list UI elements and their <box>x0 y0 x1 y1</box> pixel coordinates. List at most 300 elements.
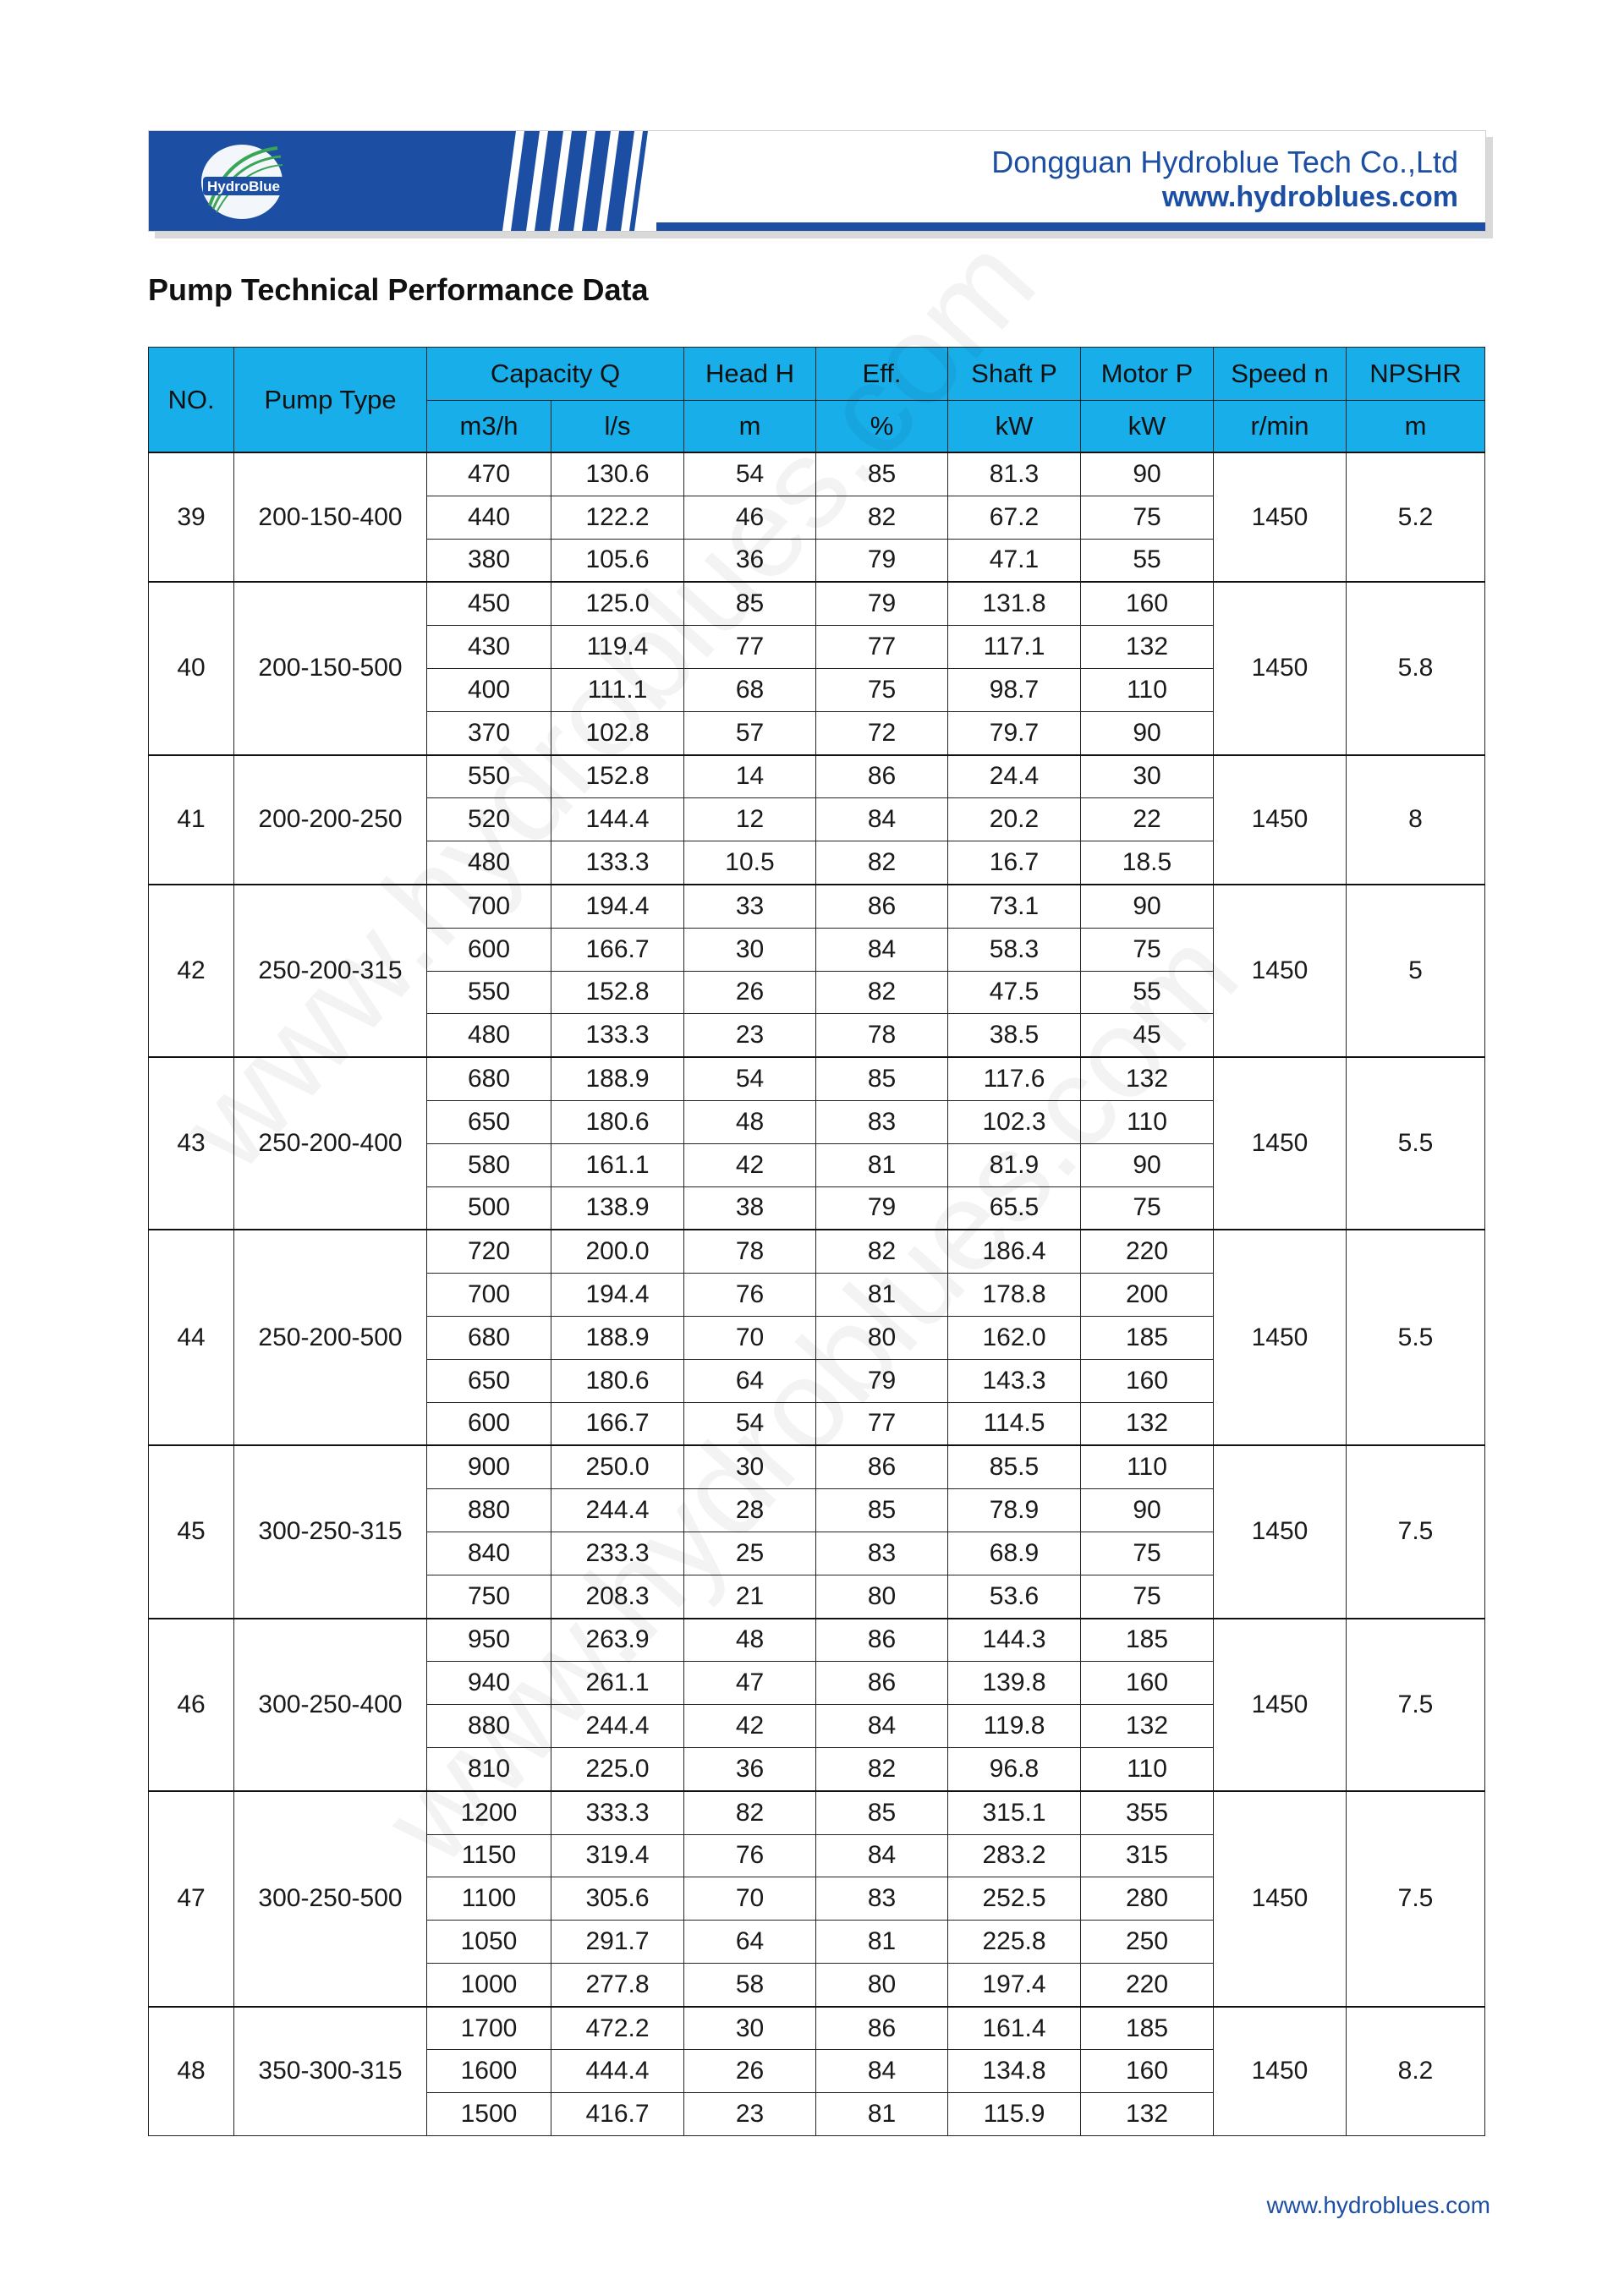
cell-eff: 81 <box>816 1921 948 1964</box>
cell-head: 14 <box>684 755 816 798</box>
banner-bottom-bar <box>656 222 1485 231</box>
cell-head: 76 <box>684 1274 816 1317</box>
cell-eff: 85 <box>816 1791 948 1834</box>
cell-capacity-m3h: 700 <box>427 1274 551 1317</box>
cell-head: 48 <box>684 1100 816 1143</box>
cell-pump-type: 300-250-400 <box>234 1619 427 1791</box>
cell-pump-type: 300-250-500 <box>234 1791 427 2007</box>
cell-speed: 1450 <box>1214 1445 1347 1618</box>
cell-capacity-ls: 138.9 <box>551 1186 684 1230</box>
cell-head: 30 <box>684 1445 816 1488</box>
company-name: Dongguan Hydroblue Tech Co.,Ltd <box>991 145 1458 179</box>
header-npshr: NPSHR <box>1347 348 1485 401</box>
cell-capacity-ls: 291.7 <box>551 1921 684 1964</box>
cell-motor-power: 220 <box>1081 1230 1214 1273</box>
cell-capacity-m3h: 1150 <box>427 1834 551 1877</box>
cell-motor-power: 160 <box>1081 582 1214 625</box>
cell-motor-power: 22 <box>1081 798 1214 841</box>
cell-capacity-m3h: 1500 <box>427 2093 551 2136</box>
cell-head: 54 <box>684 1402 816 1445</box>
unit-capacity-m3h: m3/h <box>427 401 551 453</box>
cell-capacity-m3h: 500 <box>427 1186 551 1230</box>
cell-head: 48 <box>684 1619 816 1662</box>
cell-shaft-power: 134.8 <box>948 2050 1081 2093</box>
cell-motor-power: 110 <box>1081 668 1214 711</box>
cell-eff: 82 <box>816 971 948 1014</box>
cell-eff: 84 <box>816 798 948 841</box>
cell-shaft-power: 252.5 <box>948 1877 1081 1921</box>
cell-motor-power: 132 <box>1081 1705 1214 1748</box>
cell-no: 47 <box>149 1791 234 2007</box>
cell-shaft-power: 38.5 <box>948 1014 1081 1057</box>
cell-shaft-power: 47.1 <box>948 539 1081 582</box>
cell-head: 36 <box>684 539 816 582</box>
cell-shaft-power: 114.5 <box>948 1402 1081 1445</box>
cell-eff: 81 <box>816 2093 948 2136</box>
cell-capacity-m3h: 650 <box>427 1359 551 1402</box>
cell-capacity-m3h: 950 <box>427 1619 551 1662</box>
cell-head: 33 <box>684 885 816 928</box>
cell-head: 23 <box>684 1014 816 1057</box>
cell-capacity-ls: 188.9 <box>551 1057 684 1100</box>
cell-capacity-ls: 244.4 <box>551 1705 684 1748</box>
header-capacity: Capacity Q <box>427 348 684 401</box>
cell-head: 46 <box>684 496 816 539</box>
cell-capacity-m3h: 1600 <box>427 2050 551 2093</box>
table-row <box>149 1619 1485 1662</box>
logo-text: HydroBlue <box>207 178 280 195</box>
cell-head: 82 <box>684 1791 816 1834</box>
cell-shaft-power: 131.8 <box>948 582 1081 625</box>
cell-shaft-power: 96.8 <box>948 1747 1081 1790</box>
cell-shaft-power: 315.1 <box>948 1791 1081 1834</box>
cell-npshr: 5 <box>1347 885 1485 1057</box>
cell-head: 36 <box>684 1747 816 1790</box>
cell-head: 57 <box>684 711 816 754</box>
cell-capacity-ls: 133.3 <box>551 1014 684 1057</box>
cell-eff: 83 <box>816 1532 948 1575</box>
cell-eff: 86 <box>816 885 948 928</box>
cell-npshr: 8.2 <box>1347 2007 1485 2136</box>
cell-capacity-ls: 305.6 <box>551 1877 684 1921</box>
cell-eff: 79 <box>816 539 948 582</box>
cell-motor-power: 110 <box>1081 1100 1214 1143</box>
cell-capacity-m3h: 1000 <box>427 1963 551 2006</box>
cell-motor-power: 75 <box>1081 496 1214 539</box>
cell-speed: 1450 <box>1214 452 1347 582</box>
cell-eff: 86 <box>816 1619 948 1662</box>
cell-capacity-ls: 111.1 <box>551 668 684 711</box>
cell-capacity-ls: 105.6 <box>551 539 684 582</box>
unit-shaft: kW <box>948 401 1081 453</box>
cell-capacity-ls: 263.9 <box>551 1619 684 1662</box>
banner-stripes <box>496 131 800 231</box>
cell-capacity-ls: 333.3 <box>551 1791 684 1834</box>
cell-eff: 78 <box>816 1014 948 1057</box>
cell-capacity-m3h: 430 <box>427 626 551 669</box>
cell-shaft-power: 139.8 <box>948 1662 1081 1705</box>
performance-table <box>148 347 1485 2136</box>
cell-eff: 80 <box>816 1963 948 2006</box>
header-eff: Eff. <box>816 348 948 401</box>
cell-capacity-ls: 166.7 <box>551 928 684 971</box>
cell-capacity-m3h: 370 <box>427 711 551 754</box>
cell-eff: 85 <box>816 1489 948 1532</box>
cell-motor-power: 55 <box>1081 539 1214 582</box>
cell-npshr: 5.5 <box>1347 1057 1485 1230</box>
cell-speed: 1450 <box>1214 582 1347 754</box>
cell-eff: 84 <box>816 1705 948 1748</box>
cell-npshr: 7.5 <box>1347 1445 1485 1618</box>
cell-capacity-ls: 194.4 <box>551 1274 684 1317</box>
cell-capacity-ls: 119.4 <box>551 626 684 669</box>
cell-capacity-m3h: 880 <box>427 1489 551 1532</box>
company-block <box>991 145 1458 214</box>
cell-shaft-power: 16.7 <box>948 841 1081 885</box>
cell-capacity-m3h: 550 <box>427 971 551 1014</box>
cell-motor-power: 160 <box>1081 1662 1214 1705</box>
cell-eff: 77 <box>816 626 948 669</box>
cell-capacity-ls: 161.1 <box>551 1143 684 1186</box>
cell-motor-power: 75 <box>1081 1532 1214 1575</box>
company-website[interactable]: www.hydroblues.com <box>1161 181 1458 213</box>
cell-capacity-m3h: 600 <box>427 1402 551 1445</box>
cell-motor-power: 355 <box>1081 1791 1214 1834</box>
cell-eff: 77 <box>816 1402 948 1445</box>
cell-capacity-m3h: 550 <box>427 755 551 798</box>
cell-shaft-power: 98.7 <box>948 668 1081 711</box>
cell-head: 26 <box>684 2050 816 2093</box>
cell-capacity-ls: 166.7 <box>551 1402 684 1445</box>
cell-capacity-ls: 472.2 <box>551 2007 684 2050</box>
cell-npshr: 5.8 <box>1347 582 1485 754</box>
header-shaft: Shaft P <box>948 348 1081 401</box>
cell-shaft-power: 68.9 <box>948 1532 1081 1575</box>
cell-eff: 80 <box>816 1316 948 1359</box>
cell-shaft-power: 143.3 <box>948 1359 1081 1402</box>
header-head: Head H <box>684 348 816 401</box>
header-motor: Motor P <box>1081 348 1214 401</box>
cell-capacity-m3h: 700 <box>427 885 551 928</box>
cell-capacity-m3h: 480 <box>427 1014 551 1057</box>
cell-motor-power: 160 <box>1081 1359 1214 1402</box>
cell-eff: 79 <box>816 1359 948 1402</box>
cell-motor-power: 132 <box>1081 2093 1214 2136</box>
cell-head: 76 <box>684 1834 816 1877</box>
cell-eff: 80 <box>816 1575 948 1618</box>
cell-no: 48 <box>149 2007 234 2136</box>
cell-capacity-ls: 130.6 <box>551 452 684 496</box>
footer-website[interactable]: www.hydroblues.com <box>1266 2192 1490 2218</box>
cell-capacity-m3h: 840 <box>427 1532 551 1575</box>
cell-motor-power: 75 <box>1081 928 1214 971</box>
cell-capacity-ls: 122.2 <box>551 496 684 539</box>
cell-shaft-power: 283.2 <box>948 1834 1081 1877</box>
cell-motor-power: 110 <box>1081 1445 1214 1488</box>
cell-eff: 81 <box>816 1143 948 1186</box>
cell-no: 42 <box>149 885 234 1057</box>
cell-pump-type: 350-300-315 <box>234 2007 427 2136</box>
cell-motor-power: 90 <box>1081 885 1214 928</box>
cell-capacity-m3h: 940 <box>427 1662 551 1705</box>
cell-no: 40 <box>149 582 234 754</box>
cell-speed: 1450 <box>1214 1791 1347 2007</box>
cell-head: 47 <box>684 1662 816 1705</box>
cell-motor-power: 220 <box>1081 1963 1214 2006</box>
cell-capacity-m3h: 580 <box>427 1143 551 1186</box>
cell-head: 26 <box>684 971 816 1014</box>
cell-head: 70 <box>684 1877 816 1921</box>
cell-capacity-ls: 261.1 <box>551 1662 684 1705</box>
cell-capacity-ls: 125.0 <box>551 582 684 625</box>
cell-capacity-m3h: 810 <box>427 1747 551 1790</box>
cell-capacity-ls: 416.7 <box>551 2093 684 2136</box>
cell-eff: 84 <box>816 2050 948 2093</box>
cell-head: 54 <box>684 1057 816 1100</box>
cell-pump-type: 200-150-400 <box>234 452 427 582</box>
cell-motor-power: 90 <box>1081 1143 1214 1186</box>
cell-head: 78 <box>684 1230 816 1273</box>
performance-table-wrapper <box>148 347 1484 2136</box>
cell-motor-power: 185 <box>1081 1316 1214 1359</box>
cell-head: 64 <box>684 1921 816 1964</box>
cell-eff: 85 <box>816 1057 948 1100</box>
cell-pump-type: 200-150-500 <box>234 582 427 754</box>
table-row <box>149 1445 1485 1488</box>
table-row <box>149 2007 1485 2050</box>
cell-head: 12 <box>684 798 816 841</box>
cell-pump-type: 300-250-315 <box>234 1445 427 1618</box>
cell-motor-power: 315 <box>1081 1834 1214 1877</box>
cell-capacity-ls: 277.8 <box>551 1963 684 2006</box>
cell-eff: 86 <box>816 2007 948 2050</box>
cell-eff: 82 <box>816 1747 948 1790</box>
cell-head: 23 <box>684 2093 816 2136</box>
cell-motor-power: 75 <box>1081 1575 1214 1618</box>
cell-eff: 79 <box>816 582 948 625</box>
cell-head: 38 <box>684 1186 816 1230</box>
cell-capacity-ls: 152.8 <box>551 971 684 1014</box>
table-row <box>149 755 1485 798</box>
cell-capacity-m3h: 450 <box>427 582 551 625</box>
cell-capacity-m3h: 650 <box>427 1100 551 1143</box>
cell-eff: 84 <box>816 1834 948 1877</box>
cell-head: 77 <box>684 626 816 669</box>
cell-shaft-power: 178.8 <box>948 1274 1081 1317</box>
table-body <box>149 452 1485 2136</box>
cell-motor-power: 45 <box>1081 1014 1214 1057</box>
unit-head: m <box>684 401 816 453</box>
cell-capacity-m3h: 680 <box>427 1057 551 1100</box>
cell-capacity-m3h: 380 <box>427 539 551 582</box>
cell-capacity-m3h: 750 <box>427 1575 551 1618</box>
unit-speed: r/min <box>1214 401 1347 453</box>
cell-shaft-power: 79.7 <box>948 711 1081 754</box>
table-row <box>149 452 1485 496</box>
cell-motor-power: 250 <box>1081 1921 1214 1964</box>
cell-head: 42 <box>684 1143 816 1186</box>
cell-no: 41 <box>149 755 234 885</box>
cell-shaft-power: 197.4 <box>948 1963 1081 2006</box>
cell-shaft-power: 85.5 <box>948 1445 1081 1488</box>
cell-capacity-m3h: 900 <box>427 1445 551 1488</box>
cell-eff: 83 <box>816 1100 948 1143</box>
cell-head: 70 <box>684 1316 816 1359</box>
cell-capacity-ls: 319.4 <box>551 1834 684 1877</box>
cell-no: 44 <box>149 1230 234 1445</box>
cell-motor-power: 30 <box>1081 755 1214 798</box>
cell-capacity-ls: 180.6 <box>551 1100 684 1143</box>
cell-shaft-power: 117.1 <box>948 626 1081 669</box>
cell-capacity-ls: 152.8 <box>551 755 684 798</box>
cell-shaft-power: 20.2 <box>948 798 1081 841</box>
cell-capacity-m3h: 680 <box>427 1316 551 1359</box>
cell-shaft-power: 81.3 <box>948 452 1081 496</box>
cell-eff: 82 <box>816 1230 948 1273</box>
cell-motor-power: 18.5 <box>1081 841 1214 885</box>
cell-npshr: 7.5 <box>1347 1619 1485 1791</box>
cell-shaft-power: 119.8 <box>948 1705 1081 1748</box>
table-row <box>149 582 1485 625</box>
cell-head: 30 <box>684 928 816 971</box>
cell-shaft-power: 67.2 <box>948 496 1081 539</box>
cell-eff: 79 <box>816 1186 948 1230</box>
cell-pump-type: 250-200-400 <box>234 1057 427 1230</box>
cell-capacity-ls: 250.0 <box>551 1445 684 1488</box>
cell-no: 39 <box>149 452 234 582</box>
cell-shaft-power: 102.3 <box>948 1100 1081 1143</box>
cell-no: 46 <box>149 1619 234 1791</box>
cell-motor-power: 185 <box>1081 1619 1214 1662</box>
cell-pump-type: 200-200-250 <box>234 755 427 885</box>
cell-capacity-m3h: 1100 <box>427 1877 551 1921</box>
cell-shaft-power: 65.5 <box>948 1186 1081 1230</box>
cell-npshr: 5.5 <box>1347 1230 1485 1445</box>
cell-speed: 1450 <box>1214 1230 1347 1445</box>
cell-shaft-power: 225.8 <box>948 1921 1081 1964</box>
unit-motor: kW <box>1081 401 1214 453</box>
cell-npshr: 8 <box>1347 755 1485 885</box>
table-row <box>149 1791 1485 1834</box>
cell-capacity-m3h: 720 <box>427 1230 551 1273</box>
cell-motor-power: 55 <box>1081 971 1214 1014</box>
cell-capacity-m3h: 520 <box>427 798 551 841</box>
cell-head: 58 <box>684 1963 816 2006</box>
cell-no: 45 <box>149 1445 234 1618</box>
table-row <box>149 885 1485 928</box>
cell-shaft-power: 47.5 <box>948 971 1081 1014</box>
cell-motor-power: 132 <box>1081 626 1214 669</box>
cell-pump-type: 250-200-500 <box>234 1230 427 1445</box>
unit-capacity-ls: l/s <box>551 401 684 453</box>
banner-brand-panel <box>149 131 656 231</box>
hydroblue-logo <box>193 138 294 222</box>
cell-npshr: 7.5 <box>1347 1791 1485 2007</box>
cell-speed: 1450 <box>1214 1619 1347 1791</box>
cell-head: 30 <box>684 2007 816 2050</box>
table-row <box>149 1057 1485 1100</box>
cell-capacity-m3h: 470 <box>427 452 551 496</box>
cell-motor-power: 185 <box>1081 2007 1214 2050</box>
cell-eff: 72 <box>816 711 948 754</box>
cell-shaft-power: 186.4 <box>948 1230 1081 1273</box>
cell-capacity-m3h: 1050 <box>427 1921 551 1964</box>
header-speed: Speed n <box>1214 348 1347 401</box>
cell-speed: 1450 <box>1214 885 1347 1057</box>
cell-motor-power: 75 <box>1081 1186 1214 1230</box>
header-banner <box>148 130 1486 232</box>
cell-npshr: 5.2 <box>1347 452 1485 582</box>
cell-shaft-power: 117.6 <box>948 1057 1081 1100</box>
cell-eff: 83 <box>816 1877 948 1921</box>
cell-capacity-m3h: 600 <box>427 928 551 971</box>
cell-capacity-m3h: 880 <box>427 1705 551 1748</box>
cell-shaft-power: 144.3 <box>948 1619 1081 1662</box>
cell-motor-power: 90 <box>1081 1489 1214 1532</box>
cell-capacity-ls: 208.3 <box>551 1575 684 1618</box>
unit-eff: % <box>816 401 948 453</box>
cell-speed: 1450 <box>1214 755 1347 885</box>
cell-shaft-power: 78.9 <box>948 1489 1081 1532</box>
cell-eff: 86 <box>816 755 948 798</box>
unit-npshr: m <box>1347 401 1485 453</box>
cell-shaft-power: 115.9 <box>948 2093 1081 2136</box>
cell-capacity-m3h: 400 <box>427 668 551 711</box>
cell-head: 10.5 <box>684 841 816 885</box>
cell-capacity-m3h: 440 <box>427 496 551 539</box>
cell-eff: 84 <box>816 928 948 971</box>
cell-head: 28 <box>684 1489 816 1532</box>
cell-no: 43 <box>149 1057 234 1230</box>
cell-shaft-power: 24.4 <box>948 755 1081 798</box>
cell-capacity-ls: 102.8 <box>551 711 684 754</box>
cell-capacity-ls: 233.3 <box>551 1532 684 1575</box>
cell-capacity-ls: 225.0 <box>551 1747 684 1790</box>
cell-motor-power: 132 <box>1081 1402 1214 1445</box>
cell-motor-power: 90 <box>1081 452 1214 496</box>
cell-head: 68 <box>684 668 816 711</box>
header-no: NO. <box>149 348 234 453</box>
header-pump-type: Pump Type <box>234 348 427 453</box>
cell-eff: 86 <box>816 1445 948 1488</box>
cell-eff: 85 <box>816 452 948 496</box>
cell-capacity-m3h: 1700 <box>427 2007 551 2050</box>
cell-capacity-ls: 133.3 <box>551 841 684 885</box>
cell-shaft-power: 161.4 <box>948 2007 1081 2050</box>
cell-capacity-ls: 444.4 <box>551 2050 684 2093</box>
cell-capacity-ls: 144.4 <box>551 798 684 841</box>
cell-shaft-power: 58.3 <box>948 928 1081 971</box>
page-title: Pump Technical Performance Data <box>148 272 649 307</box>
cell-capacity-ls: 180.6 <box>551 1359 684 1402</box>
cell-pump-type: 250-200-315 <box>234 885 427 1057</box>
cell-eff: 82 <box>816 496 948 539</box>
cell-capacity-ls: 200.0 <box>551 1230 684 1273</box>
cell-speed: 1450 <box>1214 1057 1347 1230</box>
cell-motor-power: 132 <box>1081 1057 1214 1100</box>
cell-eff: 81 <box>816 1274 948 1317</box>
cell-motor-power: 110 <box>1081 1747 1214 1790</box>
cell-motor-power: 90 <box>1081 711 1214 754</box>
cell-head: 42 <box>684 1705 816 1748</box>
cell-speed: 1450 <box>1214 2007 1347 2136</box>
cell-capacity-ls: 188.9 <box>551 1316 684 1359</box>
cell-head: 64 <box>684 1359 816 1402</box>
cell-shaft-power: 81.9 <box>948 1143 1081 1186</box>
cell-eff: 75 <box>816 668 948 711</box>
cell-head: 21 <box>684 1575 816 1618</box>
cell-capacity-m3h: 480 <box>427 841 551 885</box>
